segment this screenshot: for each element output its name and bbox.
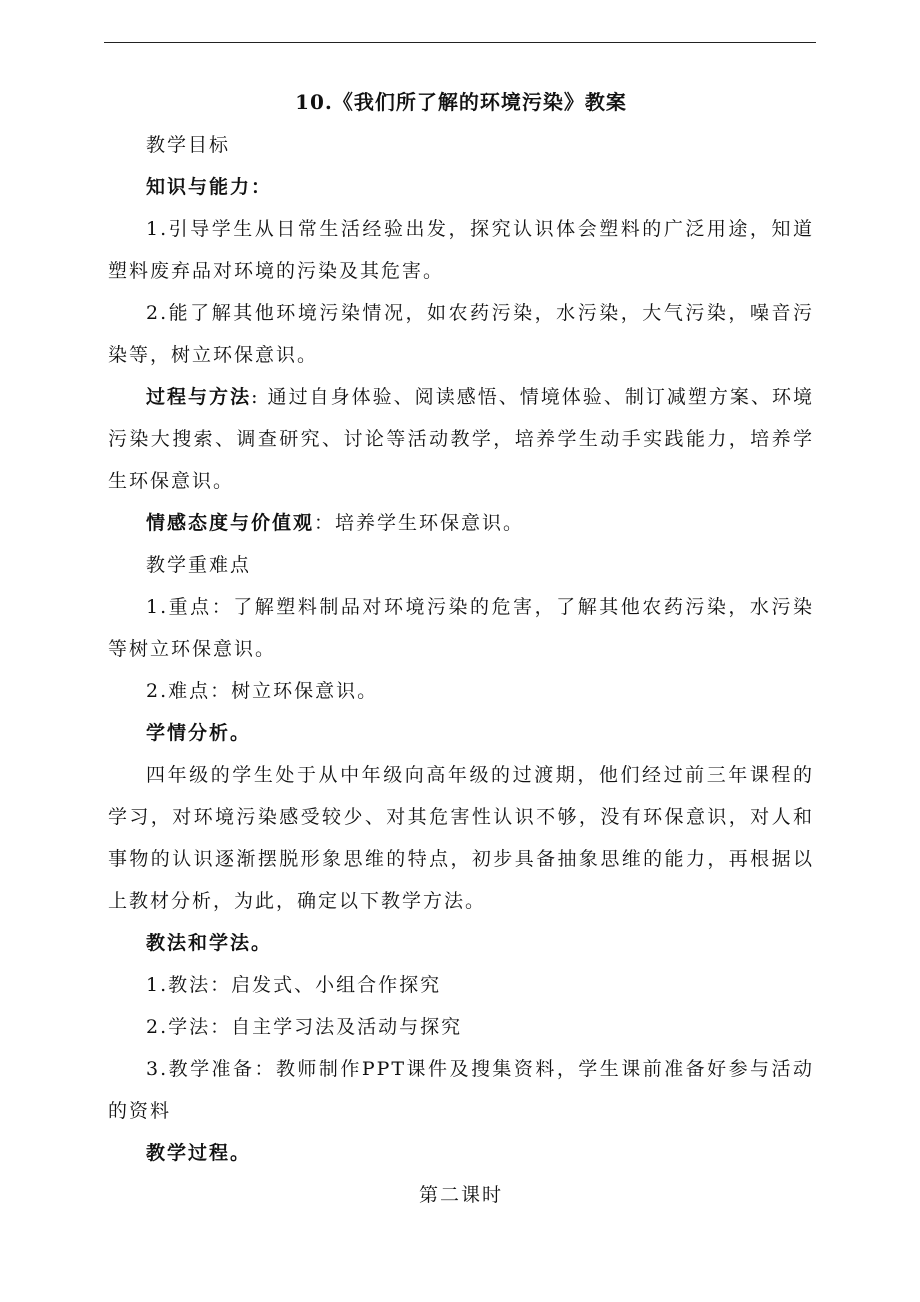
key-points-heading: 教学重难点: [146, 554, 252, 576]
knowledge-heading: 知识与能力：: [146, 176, 273, 198]
header-rule: [104, 42, 816, 43]
process-method-text: : 通过自身体验、阅读感悟、情境体验、制订减塑方案、环境污染大搜索、调查研究、讨论等活动教学，培养学生动手实践能力，培养学生环保意识。: [108, 386, 814, 492]
key-point-1: 1.重点：了解塑料制品对环境污染的危害，了解其他农药污染，水污染等树立环保意识。: [108, 596, 814, 660]
knowledge-item-1: 1.引导学生从日常生活经验出发，探究认识体会塑料的广泛用途，知道塑料废弃品对环境的污染及其危害。: [108, 218, 814, 282]
emotion-paragraph: [108, 502, 814, 544]
key-point-2: 2.难点：树立环保意识。: [146, 680, 379, 702]
teaching-process-heading: 教学过程。: [146, 1142, 252, 1164]
method-item-3: 3.教学准备：教师制作PPT课件及搜集资料，学生课前准备好参与活动的资料: [108, 1058, 814, 1122]
document-body: [108, 82, 814, 1216]
process-method-paragraph: [108, 376, 814, 502]
emotion-text: ：培养学生环保意识。: [314, 512, 525, 534]
lesson-label: 第二课时: [418, 1184, 503, 1206]
knowledge-item-2: 2.能了解其他环境污染情况，如农药污染，水污染，大气污染，噪音污染等，树立环保意识。: [108, 302, 814, 366]
process-method-label: 过程与方法: [146, 386, 252, 408]
emotion-label: 情感态度与价值观: [146, 512, 315, 534]
method-item-2: 2.学法：自主学习法及活动与探究: [146, 1016, 463, 1038]
methods-heading: 教法和学法。: [146, 932, 273, 954]
document-title: 10.《我们所了解的环境污染》教案: [295, 90, 627, 114]
objectives-heading: 教学目标: [146, 134, 231, 156]
method-item-1: 1.教法：启发式、小组合作探究: [146, 974, 442, 996]
analysis-heading: 学情分析。: [146, 722, 252, 744]
analysis-text: 四年级的学生处于从中年级向高年级的过渡期，他们经过前三年课程的学习，对环境污染感受较少、对其危害性认识不够，没有环保意识，对人和事物的认识逐渐摆脱形象思维的特点，初步具备抽象思维的能力，再根据以上教材分析，为此，确定以下教学方法。: [108, 764, 814, 912]
